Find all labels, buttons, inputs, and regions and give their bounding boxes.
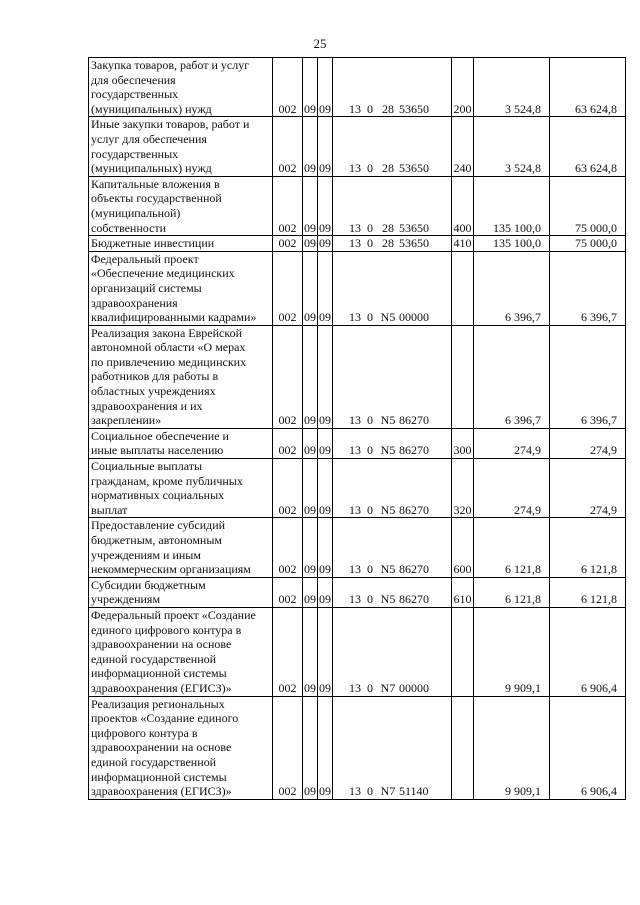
amount-year-2: 6 906,4 [550, 696, 626, 799]
row-name-line: здравоохранения (ЕГИСЗ)» [91, 784, 232, 799]
ministry-code: 002 [273, 696, 303, 799]
target-article-code [333, 518, 452, 577]
target-article-part: 13 [349, 680, 361, 695]
target-article-part: 13 [349, 220, 361, 235]
row-name [89, 459, 273, 518]
target-article-part: 53650 [399, 161, 429, 176]
subsection-code: 09 [318, 58, 333, 117]
ministry-code: 002 [273, 117, 303, 176]
target-article-part: 13 [349, 443, 361, 458]
amount-year-1: 135 100,0 [474, 236, 550, 252]
amount-year-1: 6 396,7 [474, 325, 550, 428]
row-name-line: гражданам, кроме публичных [91, 473, 243, 488]
row-name [89, 696, 273, 799]
section-code: 09 [303, 176, 318, 235]
table-row [89, 696, 626, 799]
row-name-line: объекты государственной [91, 191, 222, 206]
target-article-part: 28 [382, 161, 394, 176]
amount-year-1: 3 524,8 [474, 58, 550, 117]
row-name-line: областных учреждениях [91, 384, 216, 399]
budget-table [88, 57, 626, 800]
row-name-line: единой государственной [91, 754, 217, 769]
target-article-part: 28 [382, 101, 394, 116]
subsection-code: 09 [318, 577, 333, 607]
expense-type-code: 320 [452, 459, 474, 518]
amount-year-2: 6 121,8 [550, 577, 626, 607]
amount-year-1: 9 909,1 [474, 607, 550, 696]
target-article-part: 13 [349, 502, 361, 517]
section-code: 09 [303, 325, 318, 428]
row-name-line: здравоохранении на основе [91, 637, 232, 652]
section-code: 09 [303, 251, 318, 325]
target-article-part: 13 [349, 101, 361, 116]
expense-type-code [452, 325, 474, 428]
ministry-code: 002 [273, 251, 303, 325]
section-code: 09 [303, 577, 318, 607]
row-name-line: цифрового контура в [91, 725, 198, 740]
target-article-code [333, 325, 452, 428]
row-name-line: организаций системы [91, 280, 202, 295]
expense-type-code: 300 [452, 428, 474, 458]
table-row [89, 518, 626, 577]
expense-type-code: 600 [452, 518, 474, 577]
subsection-code: 09 [318, 117, 333, 176]
section-code: 09 [303, 518, 318, 577]
expense-type-code: 610 [452, 577, 474, 607]
row-name-line: здравоохранения (ЕГИСЗ)» [91, 680, 232, 695]
expense-type-code [452, 607, 474, 696]
row-name-line: Реализация региональных [91, 696, 225, 711]
target-article-code [333, 117, 452, 176]
row-name-line: Капитальные вложения в [91, 176, 220, 191]
amount-year-2: 274,9 [550, 459, 626, 518]
table-row [89, 176, 626, 235]
target-article-part: 00000 [399, 310, 429, 325]
amount-year-1: 6 121,8 [474, 518, 550, 577]
target-article-code [333, 577, 452, 607]
row-name-line: единого цифрового контура в [91, 622, 242, 637]
row-name-line: Федеральный проект [91, 251, 199, 266]
ministry-code: 002 [273, 58, 303, 117]
row-name-line: здравоохранения [91, 295, 178, 310]
table-row [89, 459, 626, 518]
row-name-line: (муниципальных) нужд [91, 101, 212, 116]
target-article-part: 28 [382, 220, 394, 235]
target-article-part: 0 [367, 413, 373, 428]
amount-year-2: 75 000,0 [550, 176, 626, 235]
row-name-line: автономной области «О мерах [91, 340, 246, 355]
row-name-line: (муниципальной) [91, 205, 181, 220]
target-article-part: 86270 [399, 562, 429, 577]
amount-year-1: 135 100,0 [474, 176, 550, 235]
ministry-code: 002 [273, 428, 303, 458]
target-article-code [333, 428, 452, 458]
target-article-part: 86270 [399, 592, 429, 607]
row-name-line: государственных [91, 146, 179, 161]
row-name-line: Социальное обеспечение и [91, 428, 229, 443]
row-name [89, 577, 273, 607]
target-article-part: 0 [367, 502, 373, 517]
amount-year-2: 63 624,8 [550, 58, 626, 117]
target-article-part: 86270 [399, 502, 429, 517]
section-code: 09 [303, 459, 318, 518]
row-name-line: информационной системы [91, 769, 227, 784]
subsection-code: 09 [318, 607, 333, 696]
target-article-code [333, 251, 452, 325]
target-article-part: 86270 [399, 443, 429, 458]
target-article-part: 13 [349, 562, 361, 577]
row-name-line: здравоохранении на основе [91, 740, 232, 755]
row-name-line: Закупка товаров, работ и услуг [91, 58, 250, 72]
row-name-line: работников для работы в [91, 369, 219, 384]
target-article-part: 13 [349, 310, 361, 325]
amount-year-1: 274,9 [474, 459, 550, 518]
amount-year-2: 75 000,0 [550, 236, 626, 252]
target-article-part: 13 [349, 236, 361, 251]
table-row [89, 607, 626, 696]
row-name-line: Предоставление субсидий [91, 518, 226, 533]
row-name [89, 325, 273, 428]
row-name-line: для обеспечения [91, 72, 176, 87]
row-name-line: Субсидии бюджетным [91, 577, 206, 592]
table-row [89, 251, 626, 325]
ministry-code: 002 [273, 236, 303, 252]
row-name [89, 607, 273, 696]
target-article-part: 0 [367, 443, 373, 458]
row-name-line: информационной системы [91, 666, 227, 681]
subsection-code: 09 [318, 251, 333, 325]
section-code: 09 [303, 58, 318, 117]
table-row [89, 577, 626, 607]
ministry-code: 002 [273, 459, 303, 518]
target-article-code [333, 58, 452, 117]
target-article-part: 86270 [399, 413, 429, 428]
target-article-part: 53650 [399, 236, 429, 251]
target-article-part: 0 [367, 680, 373, 695]
row-name-line: здравоохранения и их [91, 398, 203, 413]
target-article-code [333, 176, 452, 235]
row-name-line: (муниципальных) нужд [91, 161, 212, 176]
amount-year-1: 3 524,8 [474, 117, 550, 176]
row-name-line: выплат [91, 502, 128, 517]
table-row [89, 117, 626, 176]
target-article-part: N5 [380, 413, 396, 428]
ministry-code: 002 [273, 325, 303, 428]
subsection-code: 09 [318, 176, 333, 235]
section-code: 09 [304, 236, 316, 251]
row-name-line: учреждениям и иным [91, 547, 201, 562]
target-article-part: N5 [380, 310, 396, 325]
target-article-part: N7 [380, 680, 396, 695]
target-article-part: N5 [380, 502, 396, 517]
table-row [89, 236, 626, 252]
target-article-part: 13 [349, 784, 361, 799]
amount-year-2: 63 624,8 [550, 117, 626, 176]
row-name [89, 117, 273, 176]
target-article-part: N7 [380, 784, 396, 799]
expense-type-code [452, 696, 474, 799]
target-article-code [333, 459, 452, 518]
amount-year-2: 6 396,7 [550, 251, 626, 325]
ministry-code: 002 [273, 577, 303, 607]
budget-table-body [89, 58, 626, 800]
row-name-line: некоммерческим организациям [91, 562, 251, 577]
row-name [89, 236, 273, 252]
target-article-part: N5 [380, 562, 396, 577]
target-article-part: 13 [349, 592, 361, 607]
subsection-code: 09 [318, 518, 333, 577]
ministry-code: 002 [273, 607, 303, 696]
section-code: 09 [303, 117, 318, 176]
row-name-line: иные выплаты населению [91, 443, 224, 458]
target-article-part: 53650 [399, 220, 429, 235]
row-name-line: Реализация закона Еврейской [91, 325, 243, 340]
ministry-code: 002 [273, 518, 303, 577]
subsection-code: 09 [318, 325, 333, 428]
target-article-part: 13 [349, 413, 361, 428]
row-name-line: услуг для обеспечения [91, 131, 207, 146]
amount-year-1: 6 396,7 [474, 251, 550, 325]
expense-type-code: 200 [452, 58, 474, 117]
row-name [89, 176, 273, 235]
row-name-line: бюджетным, автономным [91, 533, 222, 547]
row-name-line: учреждениям [91, 592, 161, 607]
amount-year-2: 274,9 [550, 428, 626, 458]
target-article-part: 0 [367, 236, 373, 251]
row-name-line: собственности [91, 220, 167, 235]
section-code: 09 [303, 607, 318, 696]
target-article-part: 0 [367, 101, 373, 116]
target-article-code [333, 696, 452, 799]
target-article-part: 13 [349, 161, 361, 176]
target-article-code [333, 236, 452, 252]
target-article-part: 0 [367, 562, 373, 577]
subsection-code: 09 [318, 428, 333, 458]
expense-type-code: 240 [452, 117, 474, 176]
row-name [89, 518, 273, 577]
target-article-part: 53650 [399, 101, 429, 116]
page-number: 25 [313, 36, 327, 51]
section-code: 09 [303, 428, 318, 458]
row-name-line: Иные закупки товаров, работ и [91, 117, 250, 132]
expense-type-code: 410 [453, 236, 472, 251]
target-article-part: 0 [367, 161, 373, 176]
row-name-line: по привлечению медицинских [91, 354, 247, 369]
ministry-code: 002 [273, 176, 303, 235]
row-name-line: Бюджетные инвестиции [91, 236, 215, 251]
table-row [89, 428, 626, 458]
amount-year-1: 6 121,8 [474, 577, 550, 607]
row-name-line: государственных [91, 87, 179, 102]
row-name-line: квалифицированными кадрами» [91, 310, 257, 325]
amount-year-2: 6 906,4 [550, 607, 626, 696]
target-article-part: 00000 [399, 680, 429, 695]
row-name [89, 428, 273, 458]
amount-year-1: 274,9 [474, 428, 550, 458]
expense-type-code [452, 251, 474, 325]
target-article-part: N5 [380, 443, 396, 458]
target-article-part: 0 [367, 310, 373, 325]
row-name [89, 58, 273, 117]
row-name-line: «Обеспечение медицинских [91, 266, 235, 281]
target-article-part: N5 [380, 592, 396, 607]
row-name-line: единой государственной [91, 651, 217, 666]
amount-year-2: 6 121,8 [550, 518, 626, 577]
section-code: 09 [303, 696, 318, 799]
table-row [89, 325, 626, 428]
target-article-part: 51140 [399, 784, 429, 799]
amount-year-2: 6 396,7 [550, 325, 626, 428]
subsection-code: 09 [318, 696, 333, 799]
expense-type-code: 400 [452, 176, 474, 235]
table-row [89, 58, 626, 117]
row-name-line: Социальные выплаты [91, 459, 203, 474]
row-name-line: проектов «Создание единого [91, 711, 239, 726]
target-article-part: 0 [367, 784, 373, 799]
row-name-line: нормативных социальных [91, 488, 225, 503]
target-article-part: 0 [367, 592, 373, 607]
target-article-code [333, 607, 452, 696]
amount-year-1: 9 909,1 [474, 696, 550, 799]
row-name-line: Федеральный проект «Создание [91, 607, 256, 622]
row-name-line: закреплении» [91, 413, 162, 428]
subsection-code: 09 [318, 459, 333, 518]
target-article-part: 28 [382, 236, 394, 251]
subsection-code: 09 [319, 236, 331, 251]
row-name [89, 251, 273, 325]
target-article-part: 0 [367, 220, 373, 235]
